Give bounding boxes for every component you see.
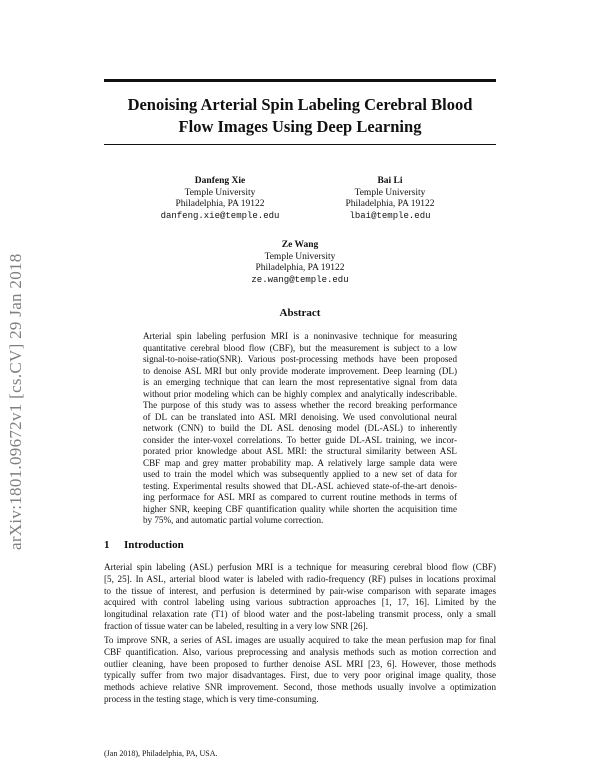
abstract-line: network (CNN) to build the DL ASL denosing model (DL-ASL) to inherently <box>143 423 457 433</box>
author-affiliation: Temple University <box>264 251 336 262</box>
abstract-heading: Abstract <box>279 307 321 319</box>
title-rule-top <box>104 79 496 82</box>
arxiv-identifier: arXiv:1801.09672v1 [cs.CV] 29 Jan 2018 <box>6 253 25 550</box>
abstract-body <box>143 331 457 527</box>
intro-paragraph <box>104 562 496 633</box>
author-location: Philadelphia, PA 19122 <box>255 263 345 273</box>
paragraph-line: typically suffer from two major disadvantages. First, due to very poor original image quality, those <box>104 670 496 681</box>
author-location: Philadelphia, PA 19122 <box>175 199 265 209</box>
author-name: Ze Wang <box>281 240 319 250</box>
author-email[interactable]: danfeng.xie@temple.edu <box>160 210 280 221</box>
author-block <box>310 176 470 222</box>
paragraph-line: process in the testing stage, which is very time-consuming. <box>104 693 319 704</box>
title-line: Flow Images Using Deep Learning <box>178 117 422 136</box>
section-heading <box>104 539 184 551</box>
footnote: (Jan 2018), Philadelphia, PA, USA. <box>104 749 218 758</box>
section-title: Introduction <box>124 539 184 551</box>
section-number: 1 <box>104 539 110 551</box>
paragraph-line: acquired with control labeling using various subtraction approaches [1, 17, 16]. Limited by the <box>104 597 496 608</box>
abstract-line: higher SNR, keeping CBF quantification quality while shorten the acquisition time <box>143 503 457 514</box>
title-line: Denoising Arterial Spin Labeling Cerebral Blood <box>127 95 473 114</box>
author-name: Danfeng Xie <box>194 176 246 186</box>
abstract-line: signal-to-noise-ratio(SNR). Various post-processing methods have been proposed <box>143 354 457 364</box>
abstract-line: consider the inter-voxel correlations. To better guide DL-ASL training, we incor- <box>143 434 457 445</box>
author-block <box>220 240 380 286</box>
paragraph-line: longitudinal relaxation rate (T1) of blood water and the post-labeling transmit process, only a small <box>104 609 496 620</box>
abstract-line: Arterial spin labeling perfusion MRI is a noninvasive technique for measuring <box>143 331 457 341</box>
paragraph-line: Arterial spin labeling (ASL) perfusion MRI is a technique for measuring cerebral blood flow (CBF) <box>104 562 496 572</box>
abstract-line: quantitative cerebral blood flow (CBF), but the measurement is subject to a low <box>143 342 457 353</box>
abstract-line: porated prior knowledge about ASL MRI: the structural similarity between ASL <box>143 446 457 456</box>
abstract-line: testing. Experimental results showed that DL-ASL achieved state-of-the-art denois- <box>143 480 457 491</box>
author-name: Bai Li <box>377 176 403 186</box>
author-block <box>140 176 300 222</box>
abstract-line: to denoise ASL MRI but only provide moderate improvement. Deep learning (DL) <box>143 365 457 376</box>
title-rule-bottom <box>104 144 496 145</box>
abstract-line: of DL can be translated into ASL MRI denoising. We used convolutional neural <box>143 411 457 422</box>
paragraph-line: CBF quantification. Also, various preprocessing and analysis methods such as motion correction and <box>104 646 496 657</box>
abstract-line: by 75%, and automatic partial volume correction. <box>143 515 324 525</box>
paragraph-line: to the tissue of interest, and perfusion is determined by pair-wise comparison with separate images <box>104 585 496 596</box>
paragraph-line: [5, 25]. In ASL, arterial blood water is labeled with radio-frequency (RF) pulses in locations proximal <box>104 573 496 584</box>
paper-title <box>100 94 500 138</box>
abstract-line: The purpose of this study was to assess whether the record breaking performance <box>143 400 457 410</box>
paragraph-line: fraction of tissue water can be labeled, resulting in a very low SNR [26]. <box>104 620 368 631</box>
paragraph-line: methods achieve relative SNR improvement. Second, those methods usually involve a optimization <box>104 682 496 693</box>
intro-paragraph <box>104 635 496 706</box>
abstract-line: ing performace for ASL MRI as compared to current routine methods in terms of <box>143 492 457 502</box>
abstract-line: is an emerging technique that can learn the most representative signal from data <box>143 377 457 387</box>
author-location: Philadelphia, PA 19122 <box>345 199 435 209</box>
paragraph-line: outlier cleaning, have been proposed to further denoise ASL MRI [23, 6]. However, those methods <box>104 658 496 669</box>
author-email[interactable]: lbai@temple.edu <box>349 210 431 221</box>
abstract-line: without prior modeling which can be highly complex and analytically indescribable. <box>143 388 457 399</box>
author-affiliation: Temple University <box>354 187 426 198</box>
author-affiliation: Temple University <box>184 187 256 198</box>
abstract-line: used to train the model which was subsequently applied to a new set of data for <box>143 469 457 479</box>
author-email[interactable]: ze.wang@temple.edu <box>251 274 349 285</box>
paragraph-line: To improve SNR, a series of ASL images are usually acquired to take the mean perfusion map for final <box>104 635 496 645</box>
abstract-line: CBF map and grey matter probability map. A relatively large sample data were <box>143 457 457 468</box>
